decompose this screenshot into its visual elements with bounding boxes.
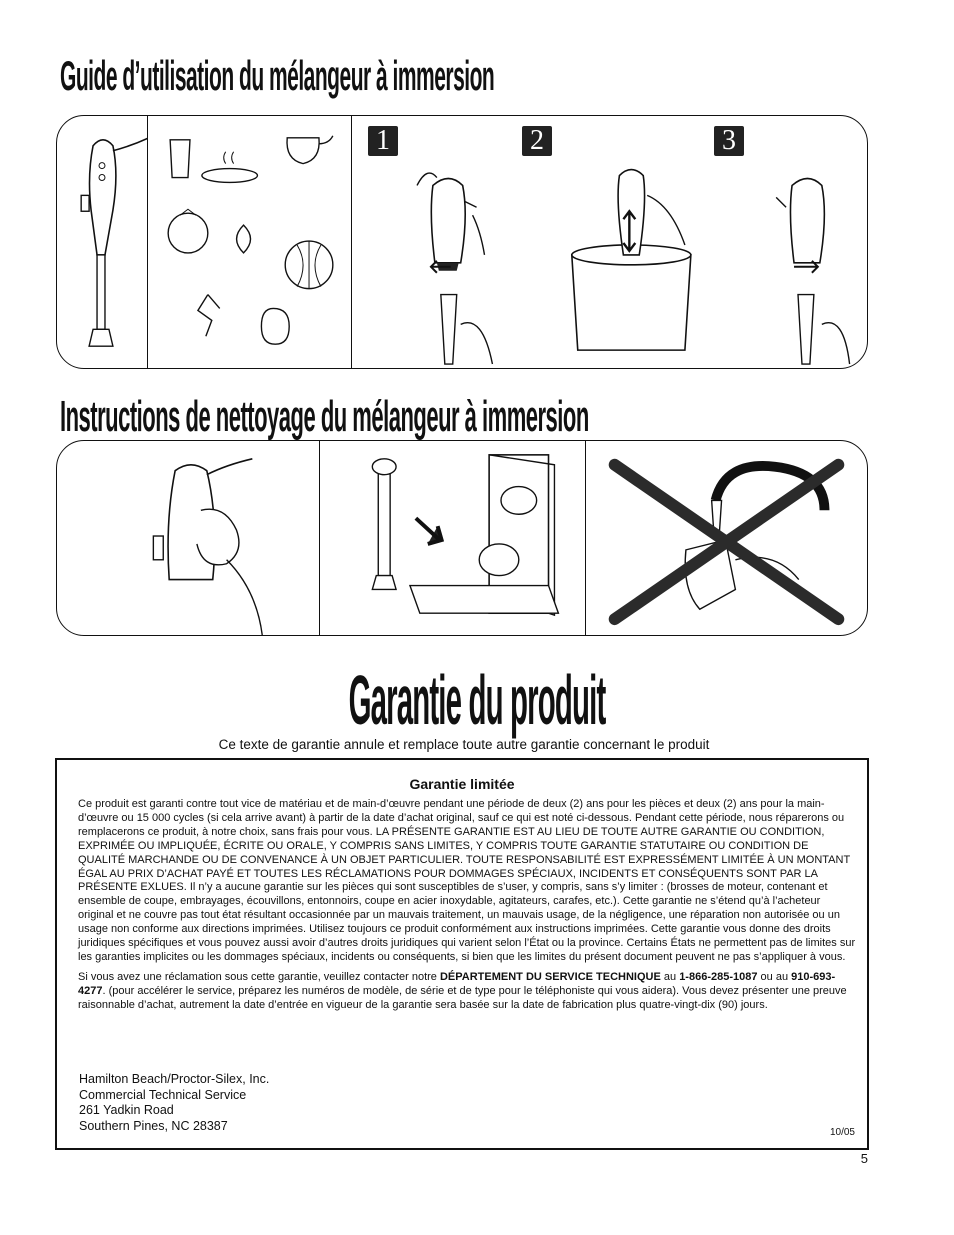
prohibited-x-icon <box>586 441 867 635</box>
usage-steps-icon <box>352 116 867 368</box>
warranty-subtitle: Ce texte de garantie annule et remplace toute autre garantie concernant le produit <box>218 737 710 752</box>
warranty-paragraph-2 <box>78 971 858 1013</box>
dishwasher-icon <box>320 441 585 635</box>
limited-warranty-title: Garantie limitée <box>409 776 515 792</box>
step-1-badge: 1 <box>368 126 398 156</box>
page-number: 5 <box>860 1151 868 1166</box>
claim-text: Si vous avez une réclamation sous cette garantie, veuillez contacter notre <box>78 970 440 983</box>
address-line: Hamilton Beach/Proctor-Silex, Inc. <box>79 1072 270 1086</box>
step-3-badge: 3 <box>714 126 744 156</box>
claim-text-or: ou au <box>757 970 792 983</box>
limited-warranty-box <box>55 758 869 1150</box>
warranty-text <box>78 798 858 1019</box>
cleaning-heading: Instructions de nettoyage du mélangeur à immersion <box>60 392 589 441</box>
food-illustration <box>147 116 351 368</box>
claim-text-rest: . (pour accélérer le service, préparez les numéros de modèle, de série et de type pour le téléphoniste qui vous aidera). Vous devez présenter une preuve raisonnable d’achat, autrement la date d’entrée en vigueur de la garantie sera basée sur la date de fabrication plus quatre-vingt-dix (90) jours. <box>78 984 847 1011</box>
cleaning-illustration-panel <box>56 440 868 636</box>
date-code: 10/05 <box>829 1127 855 1138</box>
address-line: Southern Pines, NC 28387 <box>79 1118 228 1133</box>
step-2-badge: 2 <box>522 126 552 156</box>
dishwasher-illustration <box>319 441 585 635</box>
claim-text-at: au <box>660 970 680 983</box>
phone-number-2: 910-693-4277 <box>78 970 836 997</box>
service-department: DÉPARTEMENT DU SERVICE TECHNIQUE <box>439 970 661 983</box>
usage-illustration-panel <box>56 115 868 369</box>
food-items-icon <box>148 116 351 368</box>
blender-illustration <box>57 116 147 368</box>
address-line: Commercial Technical Service <box>79 1087 247 1102</box>
usage-steps-illustration <box>351 116 867 368</box>
company-address <box>79 1072 269 1134</box>
usage-guide-heading: Guide d’utilisation du mélangeur à immersion <box>60 52 495 99</box>
address-line: 261 Yadkin Road <box>79 1103 174 1117</box>
warranty-paragraph-1: Ce produit est garanti contre tout vice de matériau et de main-d’œuvre pendant une période de deux (2) ans pour les pièces et deux (2) ans pour la main-d’œuvre ou 15 000 cycles (si cela arrive avant) à partir de la date d’achat original, sauf ce qui est noté ci-dessous. Pendant cette période, nous réparerons ou remplacerons ce produit, à notre choix, sans frais pour vous. LA PRÉSENTE GARANTIE EST AU LIEU DE TOUTE AUTRE GARANTIE OU CONDITION, EXPRIMÉE OU IMPLIQUÉE, ÉCRITE OU ORALE, Y COMPRIS SANS LIMITES, Y COMPRIS TOUTE GARANTIE STATUTAIRE OU CONDITION DE QUALITÉ MARCHANDE OU DE CONVENANCE À UN OBJET PARTICULIER. TOUTE RESPONSABILITÉ EST EXPRESSÉMENT LIMITÉE À UN MONTANT ÉGAL AU PRIX D’ACHAT PAYÉ ET TOUTES LES RÉCLAMATIONS POUR DOMMAGES SPÉCIAUX, INCIDENTS ET CONSÉQUENTS SONT PAR LA PRÉSENTE EXLUES. Il n’y a aucune garantie sur les pièces qui sont susceptibles de s’user, y compris, sans s’y limiter : (brosses de moteur, contenant et ensemble de coupe, embrayages, écouvillons, entonnoirs, coupe en acier inoxydable, agitateurs, carafes, etc.). Cette garantie ne s’étend qu’à l’acheteur original et ne couvre pas tout état résultant occasionnée par un mauvais traitement, un mauvais usage, de la négligence, une réparation non autorisée ou un usage non conforme aux directions imprimées. Utilisez toujours ce produit conformément aux instructions imprimées. Cette garantie vous donne des droits juridiques spécifiques et vous pouvez aussi avoir d’autres droits juridiques qui varient selon l’État ou la province. Certains États ne permettent pas de limites sur les garanties implicites ou les dommages spéciaux, incidents ou conséquents, si bien que les limites du présent document peuvent ne pas s’appliquer à vous. <box>78 798 856 963</box>
warranty-title: Garantie du produit <box>348 661 606 739</box>
phone-number-1: 1-866-285-1087 <box>679 970 758 983</box>
no-water-immersion-illustration <box>585 441 867 635</box>
wipe-illustration <box>57 441 319 635</box>
immersion-blender-icon <box>57 116 147 368</box>
wipe-motor-icon <box>57 441 319 635</box>
